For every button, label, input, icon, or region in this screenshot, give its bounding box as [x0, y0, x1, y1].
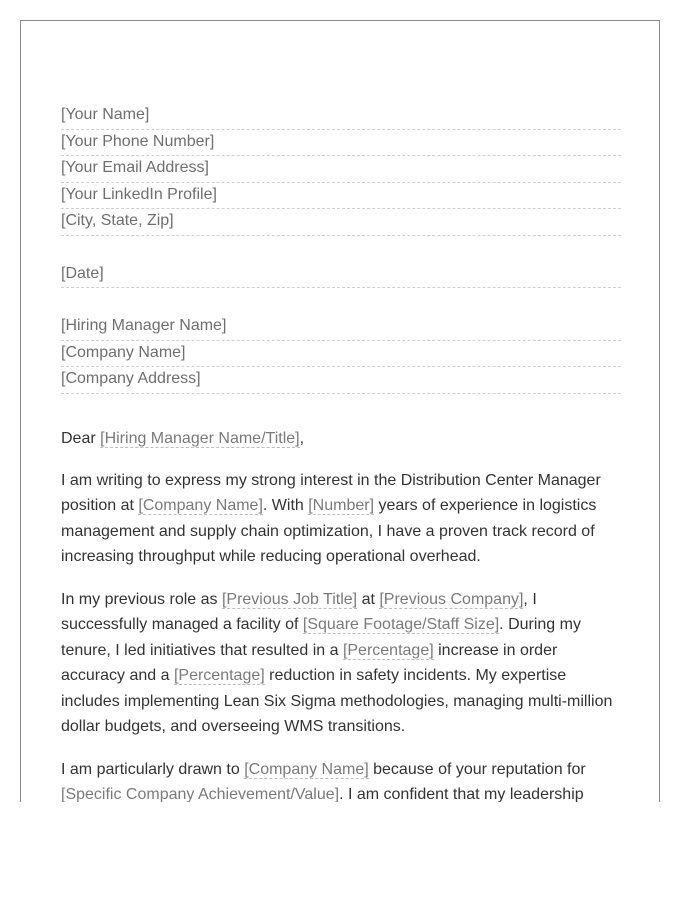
body-paragraph-3: [61, 757, 621, 803]
letter-page: [20, 20, 660, 802]
sender-email-field[interactable]: [Your Email Address]: [61, 156, 621, 183]
paragraph-text: I am particularly drawn to: [61, 760, 245, 778]
spacer: [61, 288, 621, 314]
company-name-placeholder[interactable]: [Company Name]: [138, 497, 263, 514]
previous-job-title-placeholder[interactable]: [Previous Job Title]: [221, 590, 358, 608]
salutation-name-placeholder[interactable]: [Hiring Manager Name/Title]: [100, 429, 300, 447]
salutation-greeting: Dear: [61, 429, 101, 447]
paragraph-text: because of your reputation for: [368, 760, 586, 778]
company-achievement-placeholder[interactable]: [Specific Company Achievement/Value]: [61, 786, 340, 802]
facility-size-placeholder[interactable]: [Square Footage/Staff Size]: [302, 616, 500, 633]
spacer: [61, 236, 621, 262]
sender-location-field[interactable]: [City, State, Zip]: [61, 209, 621, 236]
recipient-block: [61, 314, 621, 394]
date-field[interactable]: [Date]: [61, 262, 621, 289]
previous-company-placeholder[interactable]: [Previous Company]: [379, 590, 524, 608]
salutation: [61, 427, 621, 451]
salutation-punctuation: ,: [299, 429, 305, 447]
paragraph-text: reduction in safety incidents. My expertise includes implementing Lean Six Sigma methodologies, managing multi-million dollar budgets, and overseeing WMS transitions.: [61, 667, 613, 735]
paragraph-text: . I am confident that my leadership: [339, 786, 584, 802]
sender-phone-field[interactable]: [Your Phone Number]: [61, 130, 621, 157]
sender-name-field[interactable]: [Your Name]: [61, 103, 621, 130]
sender-linkedin-field[interactable]: [Your LinkedIn Profile]: [61, 183, 621, 210]
paragraph-text: In my previous role as: [61, 590, 222, 608]
sender-block: [61, 103, 621, 236]
body-paragraph-2: [61, 587, 621, 740]
body-paragraph-1: [61, 468, 621, 570]
paragraph-text: . With: [262, 497, 309, 514]
years-number-placeholder[interactable]: [Number]: [308, 497, 375, 514]
safety-percentage-placeholder[interactable]: [Percentage]: [173, 667, 265, 684]
paragraph-text: I am writing to express my strong interest in the Distribution Center Manager position at: [61, 471, 601, 514]
paragraph-text: increase in order accuracy and a: [61, 641, 558, 684]
accuracy-percentage-placeholder[interactable]: [Percentage]: [342, 641, 434, 659]
paragraph-text: , I successfully managed a facility of: [61, 590, 537, 633]
company-name-placeholder[interactable]: [Company Name]: [244, 760, 369, 778]
paragraph-text: . During my tenure, I led initiatives that resulted in a: [61, 616, 581, 659]
letter-content: [61, 103, 621, 802]
recipient-company-field[interactable]: [Company Name]: [61, 341, 621, 368]
recipient-address-field[interactable]: [Company Address]: [61, 367, 621, 394]
paragraph-text: at: [357, 590, 380, 608]
paragraph-text: years of experience in logistics management and supply chain optimization, I have a proven track record of increasing throughput while reducing operational overhead.: [61, 497, 597, 565]
recipient-manager-field[interactable]: [Hiring Manager Name]: [61, 314, 621, 341]
